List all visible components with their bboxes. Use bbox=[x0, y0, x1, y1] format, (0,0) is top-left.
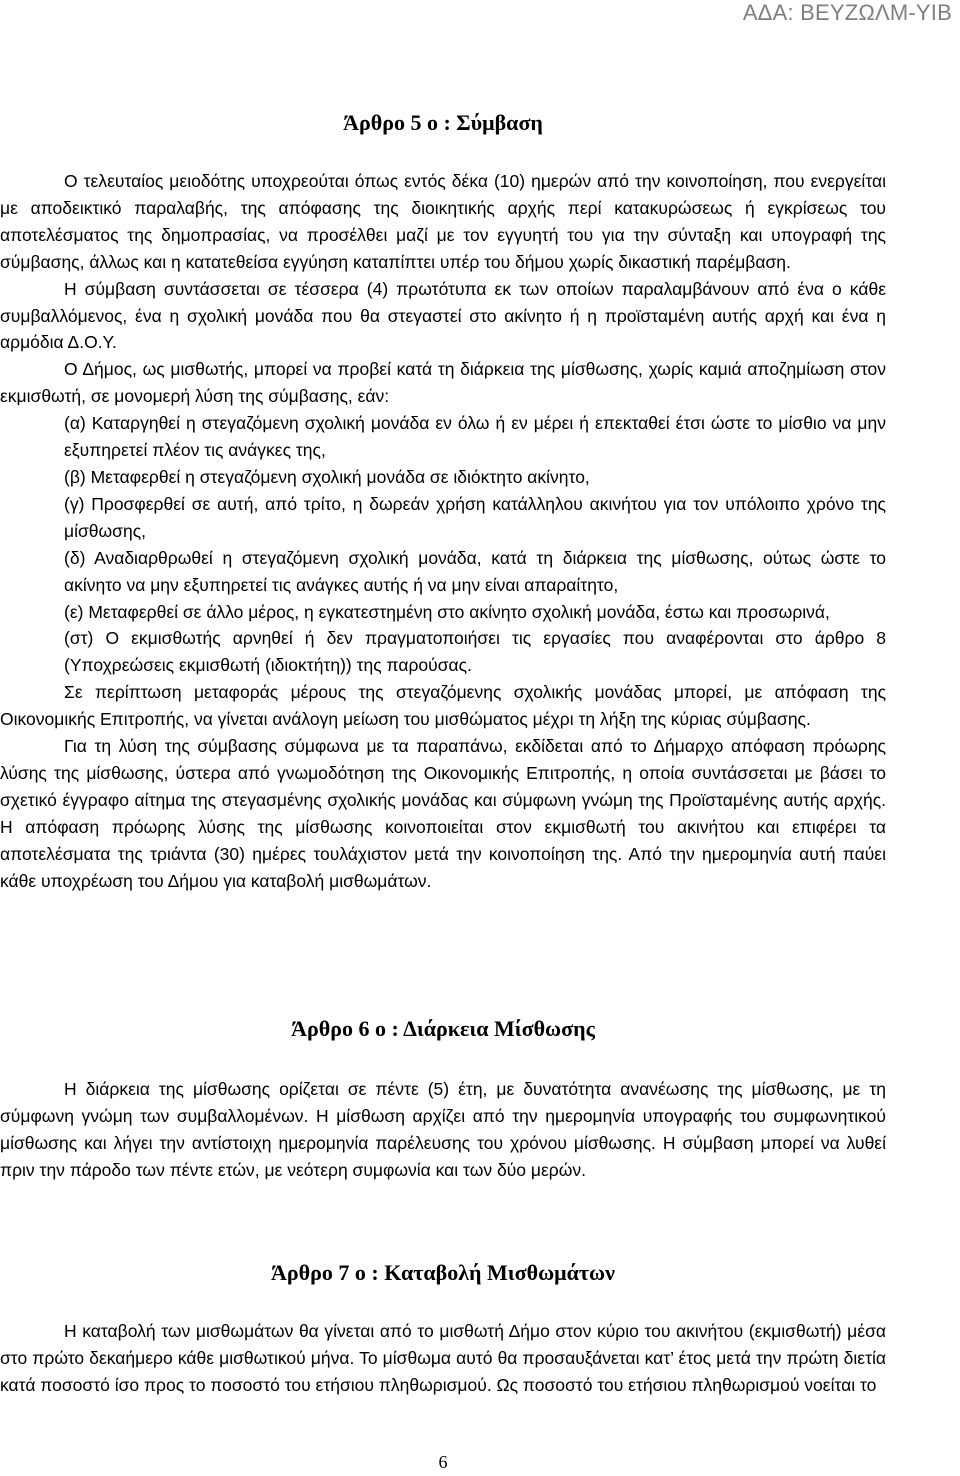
article-7-body bbox=[0, 1318, 886, 1399]
list-item: (ε) Μεταφερθεί σε άλλο μέρος, η εγκατεστημένη στο ακίνητο σχολική μονάδα, έστω και προσωρινά, bbox=[64, 601, 830, 622]
page-number: 6 bbox=[438, 1452, 448, 1472]
article-5-paragraph: Ο τελευταίος μειοδότης υποχρεούται όπως εντός δέκα (10) ημερών από την κοινοποίηση, που ενεργείται με αποδεικτικό παραλαβής, της απόφασης της διοικητικής αρχής περί κατακυρώσεως ή εγκρίσεως του αποτελέσματος της δημοπρασίας, να προσέλθει μαζί με τον εγγυητή του για την σύνταξη και υπογραφή της σύμβασης, άλλως και η κατατεθείσα εγγύηση καταπίπτει υπέρ του δήμου χωρίς δικαστική παρέμβαση. bbox=[0, 171, 886, 272]
list-item: (στ) Ο εκμισθωτής αρνηθεί ή δεν πραγματοποιήσει τις εργασίες που αναφέρονται στο άρθρο 8 (Υποχρεώσεις εκμισθωτή (ιδιοκτήτη)) της παρούσας. bbox=[64, 628, 886, 676]
ada-code: ΑΔΑ: ΒΕΥΖΩΛΜ-ΥΙΒ bbox=[742, 0, 952, 25]
list-item: (δ) Αναδιαρθρωθεί η στεγαζόμενη σχολική μονάδα, κατά τη διάρκεια της μίσθωσης, ούτως ώστε το ακίνητο να μην εξυπηρετεί τις ανάγκες αυτής ή να μην είναι απαραίτητο, bbox=[64, 547, 886, 595]
article-5-paragraph: Η σύμβαση συντάσσεται σε τέσσερα (4) πρωτότυπα εκ των οποίων παραλαμβάνουν από ένα ο κάθε συμβαλλόμενος, ένα η σχολική μονάδα που θα στεγαστεί στο ακίνητο ή η προϊσταμένη αυτής αρχή και ένα η αρμόδια Δ.Ο.Υ. bbox=[0, 278, 886, 353]
article-7-paragraph: Η καταβολή των μισθωμάτων θα γίνεται από το μισθωτή Δήμο στον κύριο του ακινήτου (εκμισθωτή) μέσα στο πρώτο δεκαήμερο κάθε μισθωτικού μήνα. Το μίσθωμα αυτό θα προσαυξάνεται κατ’ έτος μετά την πρώτη διετία κατά ποσοστό ίσο προς το ποσοστό του ετήσιου πληθωρισμού. Ως ποσοστό του ετήσιου πληθωρισμού νοείται το bbox=[0, 1321, 886, 1395]
article-5-title: Άρθρο 5 ο : Σύμβαση bbox=[343, 110, 543, 135]
article-6 bbox=[0, 1014, 886, 1044]
article-5-paragraph: Σε περίπτωση μεταφοράς μέρους της στεγαζόμενης σχολικής μονάδας μπορεί, με απόφαση της Οικονομικής Επιτροπής, να γίνεται ανάλογη μείωση του μισθώματος μέχρι τη λήξη της κύριας σύμβασης. bbox=[0, 682, 886, 730]
article-5-body bbox=[0, 168, 886, 894]
article-6-title: Άρθρο 6 ο : Διάρκεια Μίσθωσης bbox=[291, 1016, 595, 1041]
list-item: (α) Καταργηθεί η στεγαζόμενη σχολική μονάδα εν όλω ή εν μέρει ή επεκταθεί έτσι ώστε το μίσθιο να μην εξυπηρετεί πλέον τις ανάγκες της, bbox=[64, 413, 886, 461]
article-5-paragraph: Ο Δήμος, ως μισθωτής, μπορεί να προβεί κατά τη διάρκεια της μίσθωσης, χωρίς καμιά αποζημίωση στον εκμισθωτή, σε μονομερή λύση της σύμβασης, εάν: bbox=[0, 359, 886, 407]
article-5 bbox=[0, 108, 886, 138]
article-7 bbox=[0, 1258, 886, 1288]
article-7-title: Άρθρο 7 ο : Καταβολή Μισθωμάτων bbox=[271, 1260, 615, 1285]
list-item: (γ) Προσφερθεί σε αυτή, από τρίτο, η δωρεάν χρήση κατάλληλου ακινήτου για τον υπόλοιπο χρόνο της μίσθωσης, bbox=[64, 493, 886, 541]
article-5-paragraph: Για τη λύση της σύμβασης σύμφωνα με τα παραπάνω, εκδίδεται από το Δήμαρχο απόφαση πρόωρης λύσης της μίσθωσης, ύστερα από γνωμοδότηση της Οικονομικής Επιτροπής, η οποία συντάσσεται με βάσει το σχετικό έγγραφο αίτημα της στεγασμένης σχολικής μονάδας και σύμφωνη γνώμη της Προϊσταμένης αυτής αρχής. Η απόφαση πρόωρης λύσης της μίσθωσης κοινοποιείται στον εκμισθωτή του ακινήτου και επιφέρει τα αποτελέσματα της τριάντα (30) ημέρες τουλάχιστον μετά την κοινοποίηση της. Από την ημερομηνία αυτή παύει κάθε υποχρέωση του Δήμου για καταβολή μισθωμάτων. bbox=[0, 736, 886, 891]
article-6-paragraph: Η διάρκεια της μίσθωσης ορίζεται σε πέντε (5) έτη, με δυνατότητα ανανέωσης της μίσθωσης, με τη σύμφωνη γνώμη των συμβαλλομένων. Η μίσθωση αρχίζει από την ημερομηνία υπογραφής του συμφωνητικού μίσθωσης και λήγει την αντίστοιχη ημερομηνία παρέλευσης του χρόνου μίσθωσης. Η σύμβαση μπορεί να λυθεί πριν την πάροδο των πέντε ετών, με νεότερη συμφωνία και των δύο μερών. bbox=[0, 1079, 886, 1180]
list-item: (β) Μεταφερθεί η στεγαζόμενη σχολική μονάδα σε ιδιόκτητο ακίνητο, bbox=[64, 466, 590, 487]
article-6-body bbox=[0, 1076, 886, 1184]
